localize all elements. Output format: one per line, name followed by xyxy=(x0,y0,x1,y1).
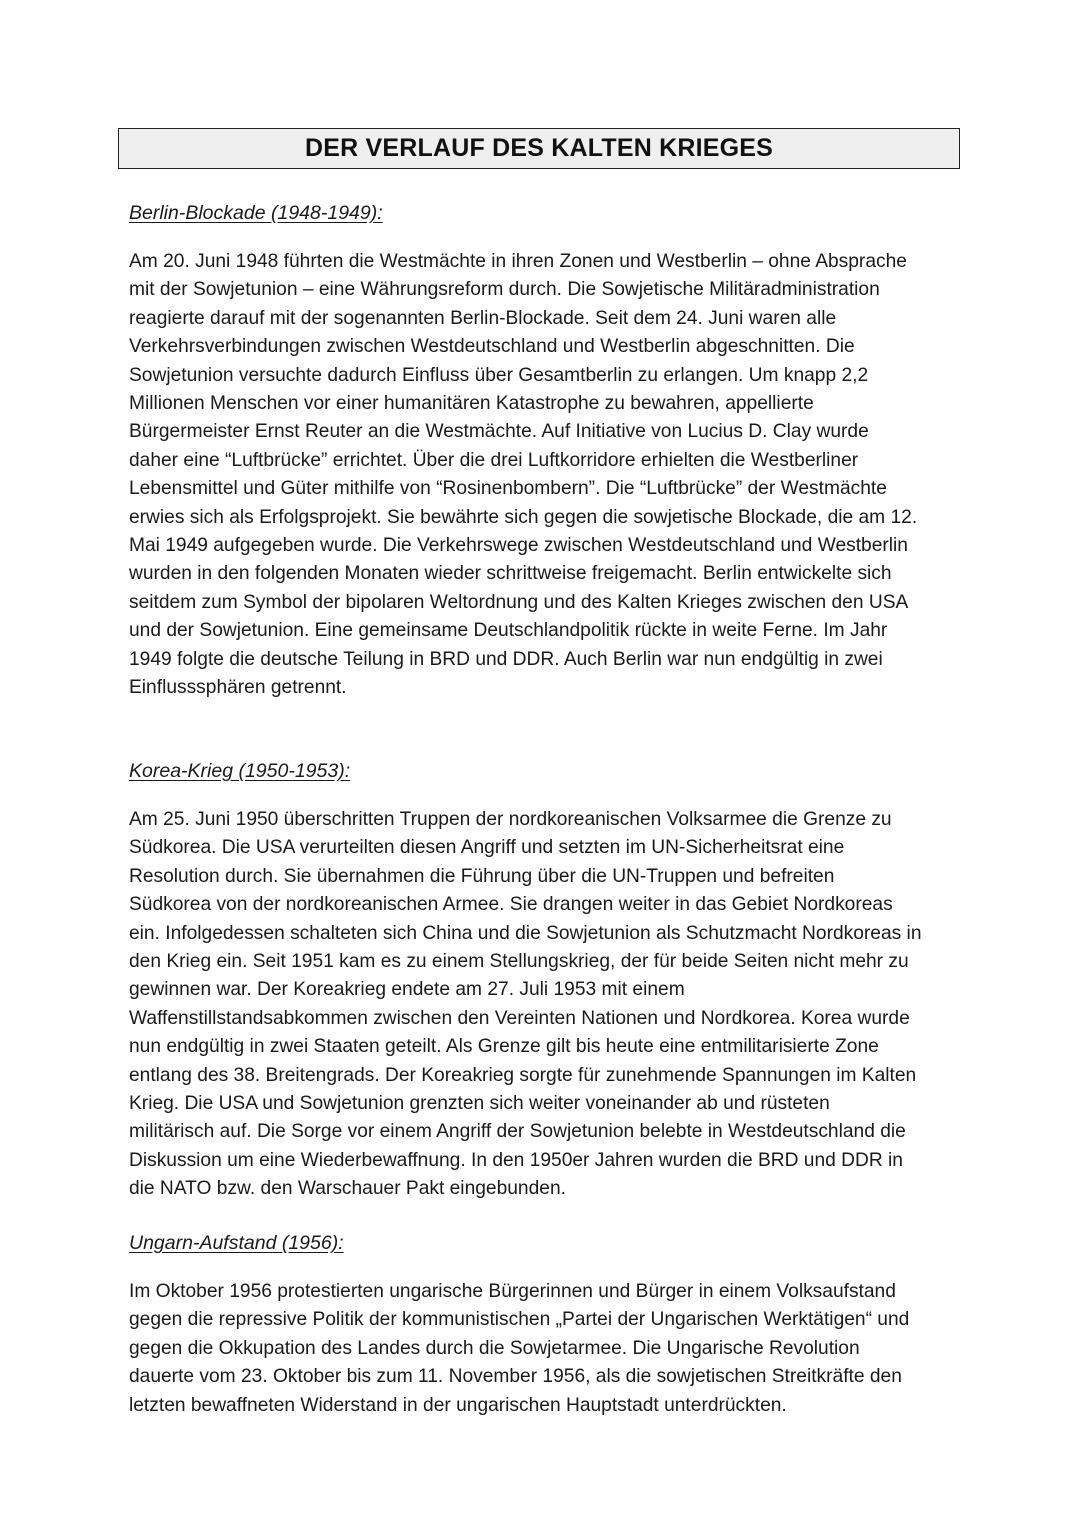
paragraph-korea-krieg xyxy=(129,806,959,1204)
text-line: wurden in den folgenden Monaten wieder schrittweise freigemacht. Berlin entwickelte sich xyxy=(129,563,892,585)
text-line: Bürgermeister Ernst Reuter an die Westmächte. Auf Initiative von Lucius D. Clay wurde xyxy=(129,421,869,443)
text-line: 1949 folgte die deutsche Teilung in BRD und DDR. Auch Berlin war nun endgültig in zwei xyxy=(129,648,883,670)
text-line: gegen die repressive Politik der kommunistischen „Partei der Ungarischen Werktätigen“ und xyxy=(129,1309,910,1331)
text-line: Einflusssphären getrennt. xyxy=(129,677,347,699)
text-line: gegen die Okkupation des Landes durch die Sowjetarmee. Die Ungarische Revolution xyxy=(129,1337,860,1359)
text-line: Resolution durch. Sie übernahmen die Führung über die UN-Truppen und befreiten xyxy=(129,865,835,887)
text-line: Am 25. Juni 1950 überschritten Truppen der nordkoreanischen Volksarmee die Grenze zu xyxy=(129,809,892,830)
title-box xyxy=(118,128,960,169)
text-line: Im Oktober 1956 protestierten ungarische Bürgerinnen und Bürger in einem Volksaufstand xyxy=(129,1281,896,1302)
text-line: entlang des 38. Breitengrads. Der Koreakrieg sorgte für zunehmende Spannungen im Kalten xyxy=(129,1064,917,1086)
text-line: und der Sowjetunion. Eine gemeinsame Deutschlandpolitik rückte in weite Ferne. Im Jahr xyxy=(129,620,888,642)
text-line: dauerte vom 23. Oktober bis zum 11. November 1956, als die sowjetischen Streitkräfte den xyxy=(129,1366,902,1388)
section-heading-ungarn-aufstand: Ungarn-Aufstand (1956): xyxy=(129,1232,344,1254)
text-line: Mai 1949 aufgegeben wurde. Die Verkehrswege zwischen Westdeutschland und Westberlin xyxy=(129,535,908,557)
text-line: Am 20. Juni 1948 führten die Westmächte in ihren Zonen und Westberlin – ohne Absprache xyxy=(129,251,907,272)
text-line: Millionen Menschen vor einer humanitären Katastrophe zu bewahren, appellierte xyxy=(129,393,814,415)
section-heading-korea-krieg: Korea-Krieg (1950-1953): xyxy=(129,760,351,782)
text-line: Südkorea von der nordkoreanischen Armee. Sie drangen weiter in das Gebiet Nordkoreas xyxy=(129,894,893,916)
text-line: Lebensmittel und Güter mithilfe von “Rosinenbombern”. Die “Luftbrücke” der Westmächte xyxy=(129,478,887,500)
text-line: Sowjetunion versuchte dadurch Einfluss über Gesamtberlin zu erlangen. Um knapp 2,2 xyxy=(129,364,869,386)
text-line: erwies sich als Erfolgsprojekt. Sie bewährte sich gegen die sowjetische Blockade, die am 12. xyxy=(129,506,918,528)
text-line: die NATO bzw. den Warschauer Pakt eingebunden. xyxy=(129,1178,566,1200)
text-line: mit der Sowjetunion – eine Währungsreform durch. Die Sowjetische Militäradministration xyxy=(129,279,880,301)
section-heading-berlin-blockade: Berlin-Blockade (1948-1949): xyxy=(129,202,383,224)
text-line: militärisch auf. Die Sorge vor einem Angriff der Sowjetunion belebte in Westdeutschland die xyxy=(129,1121,906,1143)
text-line: nun endgültig in zwei Staaten geteilt. Als Grenze gilt bis heute eine entmilitarisierte Zone xyxy=(129,1036,879,1058)
text-line: Südkorea. Die USA verurteilten diesen Angriff und setzten im UN-Sicherheitsrat eine xyxy=(129,837,845,859)
paragraph-ungarn-aufstand xyxy=(129,1278,959,1420)
text-line: ein. Infolgedessen schalteten sich China und die Sowjetunion als Schutzmacht Nordkoreas in xyxy=(129,922,922,944)
page-title: DER VERLAUF DES KALTEN KRIEGES xyxy=(304,134,774,162)
text-line: gewinnen war. Der Koreakrieg endete am 27. Juli 1953 mit einem xyxy=(129,979,685,1001)
text-line: Verkehrsverbindungen zwischen Westdeutschland und Westberlin abgeschnitten. Die xyxy=(129,336,855,358)
text-line: seitdem zum Symbol der bipolaren Weltordnung und des Kalten Krieges zwischen den USA xyxy=(129,591,909,613)
text-line: letzten bewaffneten Widerstand in der ungarischen Hauptstadt unterdrückten. xyxy=(129,1394,787,1416)
text-line: Diskussion um eine Wiederbewaffnung. In den 1950er Jahren wurden die BRD und DDR in xyxy=(129,1149,903,1171)
paragraph-berlin-blockade xyxy=(129,248,959,703)
text-line: reagierte darauf mit der sogenannten Berlin-Blockade. Seit dem 24. Juni waren alle xyxy=(129,307,837,329)
text-line: den Krieg ein. Seit 1951 kam es zu einem Stellungskrieg, der für beide Seiten nicht mehr zu xyxy=(129,951,909,973)
text-line: daher eine “Luftbrücke” errichtet. Über die drei Luftkorridore erhielten die Westberliner xyxy=(129,449,859,471)
text-line: Waffenstillstandsabkommen zwischen den Vereinten Nationen und Nordkorea. Korea wurde xyxy=(129,1007,910,1029)
text-line: Krieg. Die USA und Sowjetunion grenzten sich weiter voneinander ab und rüsteten xyxy=(129,1093,830,1115)
